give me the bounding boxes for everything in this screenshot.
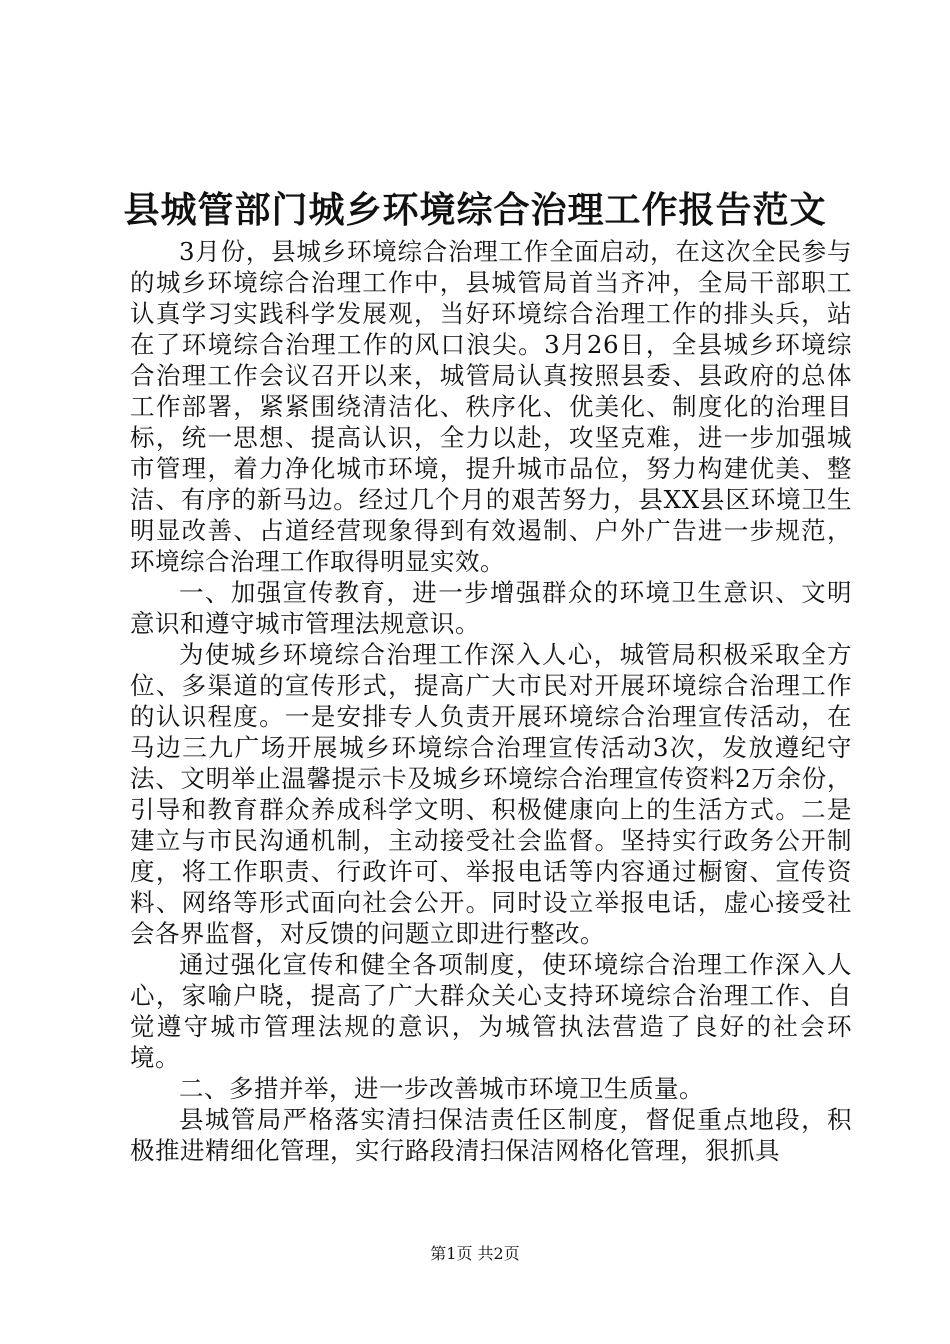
section-heading: 二、多措并举，进一步改善城市环境卫生质量。 xyxy=(179,1074,704,1103)
document-body xyxy=(130,236,852,1166)
paragraph: 县城管局严格落实清扫保洁责任区制度，督促重点地段，积极推进精细化管理，实行路段清扫保洁网格化管理，狠抓具 xyxy=(130,1105,852,1165)
paragraph: 通过强化宣传和健全各项制度，使环境综合治理工作深入人心，家喻户晓，提高了广大群众关心支持环境综合治理工作、自觉遵守城市管理法规的意识，为城管执法营造了良好的社会环境。 xyxy=(130,950,852,1072)
paragraph: 3月份，县城乡环境综合治理工作全面启动，在这次全民参与的城乡环境综合治理工作中，县城管局首当齐冲，全局干部职工认真学习实践科学发展观，当好环境综合治理工作的排头兵，站在了环境综合治理工作的风口浪尖。3月26日，全县城乡环境综合治理工作会议召开以来，城管局认真按照县委、县政府的总体工作部署，紧紧围绕清洁化、秩序化、优美化、制度化的治理目标，统一思想、提高认识，全力以赴，攻坚克难，进一步加强城市管理，着力净化城市环境，提升城市品位，努力构建优美、整洁、有序的新马边。经过几个月的艰苦努力，县XX县区环境卫生明显改善、占道经营现象得到有效遏制、户外广告进一步规范，环境综合治理工作取得明显实效。 xyxy=(130,237,852,576)
section-heading: 一、加强宣传教育，进一步增强群众的环境卫生意识、文明意识和遵守城市管理法规意识。 xyxy=(130,578,852,638)
document-title: 县城管部门城乡环境综合治理工作报告范文 xyxy=(123,189,827,231)
page-number-footer: 第1页 共2页 xyxy=(430,1244,520,1263)
paragraph: 为使城乡环境综合治理工作深入人心，城管局积极采取全方位、多渠道的宣传形式，提高广大市民对开展环境综合治理工作的认识程度。一是安排专人负责开展环境综合治理宣传活动，在马边三九广场开展城乡环境综合治理宣传活动3次，发放遵纪守法、文明举止温馨提示卡及城乡环境综合治理宣传资料2万余份，引导和教育群众养成科学文明、积极健康向上的生活方式。二是建立与市民沟通机制，主动接受社会监督。坚持实行政务公开制度，将工作职责、行政许可、举报电话等内容通过橱窗、宣传资料、网络等形式面向社会公开。同时设立举报电话，虚心接受社会各界监督，对反馈的问题立即进行整改。 xyxy=(130,640,852,948)
